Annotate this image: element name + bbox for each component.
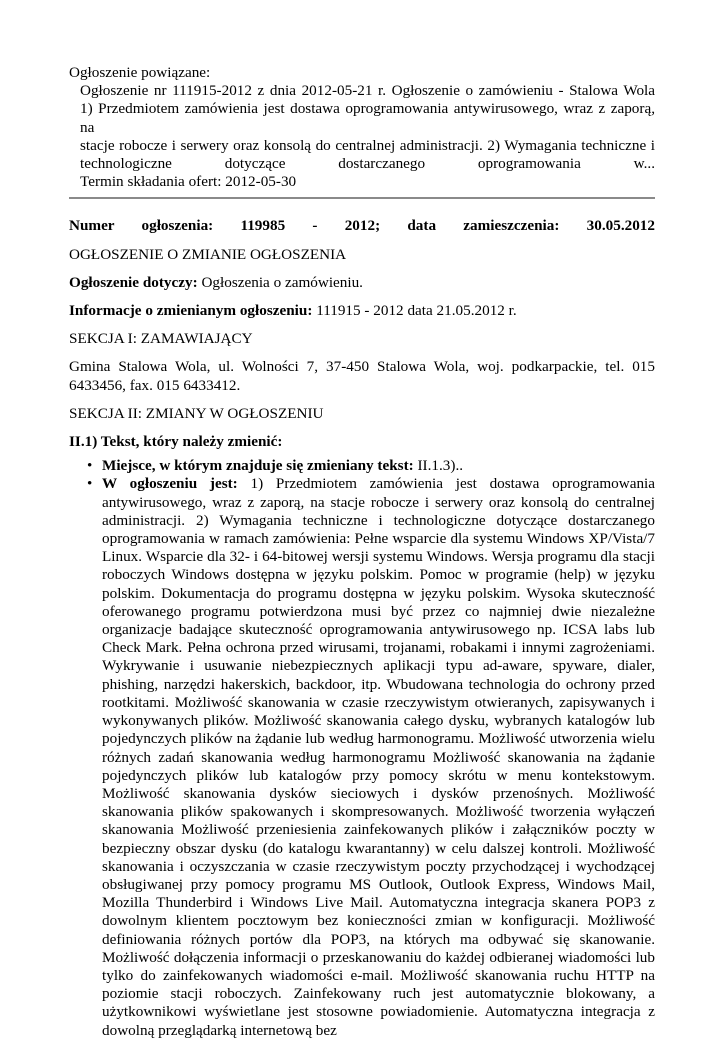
- related-notice-line-2: 1) Przedmiotem zamówienia jest dostawa oprogramowania antywirusowego, wraz z zaporą, na: [80, 100, 655, 136]
- changes-list: [69, 457, 655, 1040]
- related-notice-line-3: stacje robocze i serwery oraz konsolą do centralnej administracji. 2) Wymagania techniczne i: [80, 136, 655, 154]
- horizontal-divider: [69, 197, 655, 199]
- changed-notice-info-value: 111915 - 2012 data 21.05.2012 r.: [312, 302, 517, 320]
- subsection-title: II.1) Tekst, który należy zmienić:: [69, 433, 283, 451]
- notice-number-line: Numer ogłoszenia: 119985 - 2012; data zamieszczenia: 30.05.2012: [69, 217, 655, 235]
- related-notice-line-1: Ogłoszenie nr 111915-2012 z dnia 2012-05-21 r. Ogłoszenie o zamówieniu - Stalowa Wola: [80, 82, 655, 100]
- notice-concerns-label: Ogłoszenie dotyczy:: [69, 273, 198, 291]
- related-notice-deadline: Termin składania ofert: 2012-05-30: [80, 173, 297, 191]
- document-page: [69, 64, 655, 1040]
- change-notice-heading: OGŁOSZENIE O ZMIANIE OGŁOSZENIA: [69, 245, 347, 263]
- contracting-authority: Gmina Stalowa Wola, ul. Wolności 7, 37-450 Stalowa Wola, woj. podkarpackie, tel. 015 6433456, fax. 015 6433412.: [69, 358, 655, 394]
- changed-notice-info-label: Informacje o zmienianym ogłoszeniu:: [69, 302, 313, 320]
- changed-notice-info: [69, 302, 655, 320]
- section-1-title: SEKCJA I: ZAMAWIAJĄCY: [69, 330, 253, 348]
- notice-concerns-value: Ogłoszenia o zamówieniu.: [197, 273, 363, 291]
- list-item-current-text: [102, 475, 655, 1039]
- related-notice-line-4: technologiczne dotyczące dostarczanego oprogramowania w...: [80, 155, 655, 173]
- place-value: II.1.3)..: [413, 457, 464, 475]
- current-text-label: W ogłoszeniu jest:: [102, 475, 238, 493]
- list-item-place: [102, 457, 655, 475]
- notice-concerns: [69, 274, 655, 292]
- place-label: Miejsce, w którym znajduje się zmieniany tekst:: [102, 457, 414, 475]
- related-notice-block: [69, 64, 655, 191]
- current-text-value: 1) Przedmiotem zamówienia jest dostawa oprogramowania antywirusowego, wraz z zaporą, na stacje robocze i serwery oraz konsolą do centralnej administracji. 2) Wymagania techniczne i technologiczne dotyczące dostarczanego oprogramowania w ramach zamówienia: Pełne wsparcie dla systemu Windows XP/Vista/7 Linux. Wsparcie dla 32- i 64-bitowej wersji systemu Windows. Wersja programu dla stacji roboczych Windows dostępna w języku polskim. Pomoc w programie (help) w języku polskim. Dokumentacja do programu dostępna w języku polskim. Wysoka skuteczność oferowanego programu potwierdzona musi być przez co najmniej dwie niezależne organizacje badające skuteczność oprogramowania antywirusowego np. ICSA labs lub Check Mark. Pełna ochrona przed wirusami, trojanami, robakami i innymi zagrożeniami. Wykrywanie i usuwanie niebezpiecznych aplikacji typu ad-aware, spyware, dialer, phishing, narzędzi hakerskich, backdoor, itp. Wbudowana technologia do ochrony przed rootkitami. Możliwość skanowania w czasie rzeczywistym otwieranych, zapisywanych i wykonywanych plików. Możliwość skanowania całego dysku, wybranych katalogów lub pojedynczych plików na żądanie lub według harmonogramu. Możliwość utworzenia wielu różnych zadań skanowania według harmonogramu Możliwość skanowania na żądanie pojedynczych plików lub katalogów przy pomocy skrótu w menu kontekstowym. Możliwość skanowania dysków sieciowych i dysków przenośnych. Możliwość skanowania plików spakowanych i skompresowanych. Możliwość tworzenia wyłączeń skanowania Możliwość przeniesienia zainfekowanych plików i załączników poczty w bezpieczny obszar dysku (do katalogu kwarantanny) w celu dalszej kontroli. Możliwość skanowania i oczyszczania w czasie rzeczywistym poczty przychodzącej i wychodzącej obsługiwanej przy pomocy programu MS Outlook, Outlook Express, Windows Mail, Mozilla Thunderbird i Windows Live Mail. Automatyczna integracja skanera POP3 z dowolnym klientem pocztowym bez konieczności zmian w konfiguracji. Możliwość definiowania różnych portów dla POP3, na których ma odbywać się skanowanie. Możliwość dołączenia informacji o przeskanowaniu do każdej odbieranej wiadomości lub tylko do zainfekowanych wiadomości e-mail. Możliwość skanowania ruchu HTTP na poziomie stacji roboczych. Zainfekowany ruch jest automatycznie blokowany, a użytkownikowi wyświetlane jest stosowne powiadomienie. Automatyczna integracja z dowolną przeglądarką internetową bez: [102, 475, 656, 1039]
- related-notice-label: Ogłoszenie powiązane:: [69, 64, 211, 81]
- section-2-title: SEKCJA II: ZMIANY W OGŁOSZENIU: [69, 404, 324, 422]
